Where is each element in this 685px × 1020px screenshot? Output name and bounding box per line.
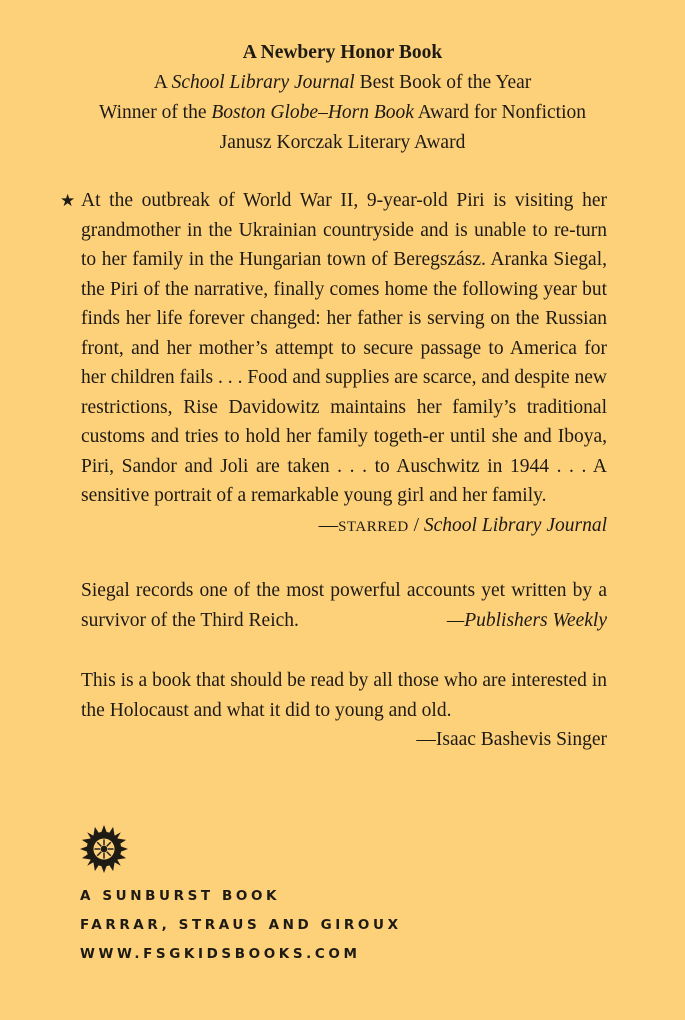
imprint-publisher: FARRAR, STRAUS AND GIROUX xyxy=(80,917,402,933)
review-slj xyxy=(60,186,607,542)
star-icon: ★ xyxy=(60,191,76,210)
review-text: This is a book that should be read by all those who are interested in the Holocaust and what it did to young and old. xyxy=(81,670,607,721)
review-attribution: —Isaac Bashevis Singer xyxy=(416,729,607,750)
review-text: At the outbreak of World War II, 9-year-old Piri is visiting her grandmother in the Ukrainian countryside and is unable to re-turn to her family in the Hungarian town of Beregszász. Aranka Siegal, the Piri of the narrative, finally comes home the following year but finds her life forever changed: her father is serving on the Russian front, and her mother’s attempt to secure passage to America for her children fails . . . Food and supplies are scarce, and despite new restrictions, Rise Davidowitz maintains her family’s traditional customs and tries to hold her family togeth-er until she and Iboya, Piri, Sandor and Joli are taken . . . to Auschwitz in 1944 . . . A sensitive portrait of a remarkable young girl and her family. —STARRED / School Library Journal xyxy=(81,186,607,511)
review-singer xyxy=(81,666,607,755)
review-publishers-weekly xyxy=(81,576,607,635)
award-korczak: Janusz Korczak Literary Award xyxy=(219,132,466,153)
imprint-series: A SUNBURST BOOK xyxy=(80,888,281,904)
awards-list xyxy=(0,38,685,158)
award-slj: A School Library Journal Best Book of the Year xyxy=(153,72,532,93)
award-newbery: A Newbery Honor Book xyxy=(242,42,443,63)
sunburst-icon xyxy=(80,825,128,873)
review-attribution: —Publishers Weekly xyxy=(446,609,607,631)
imprint-website: WWW.FSGKIDSBOOKS.COM xyxy=(80,946,361,962)
review-text: Siegal records one of the most powerful accounts yet written by a survivor of the Third Reich. —Publishers Weekly xyxy=(81,576,607,635)
review-attribution: —STARRED / School Library Journal xyxy=(318,514,607,536)
award-boston-globe: Winner of the Boston Globe–Horn Book Award for Nonfiction xyxy=(99,102,586,123)
imprint xyxy=(80,882,402,969)
